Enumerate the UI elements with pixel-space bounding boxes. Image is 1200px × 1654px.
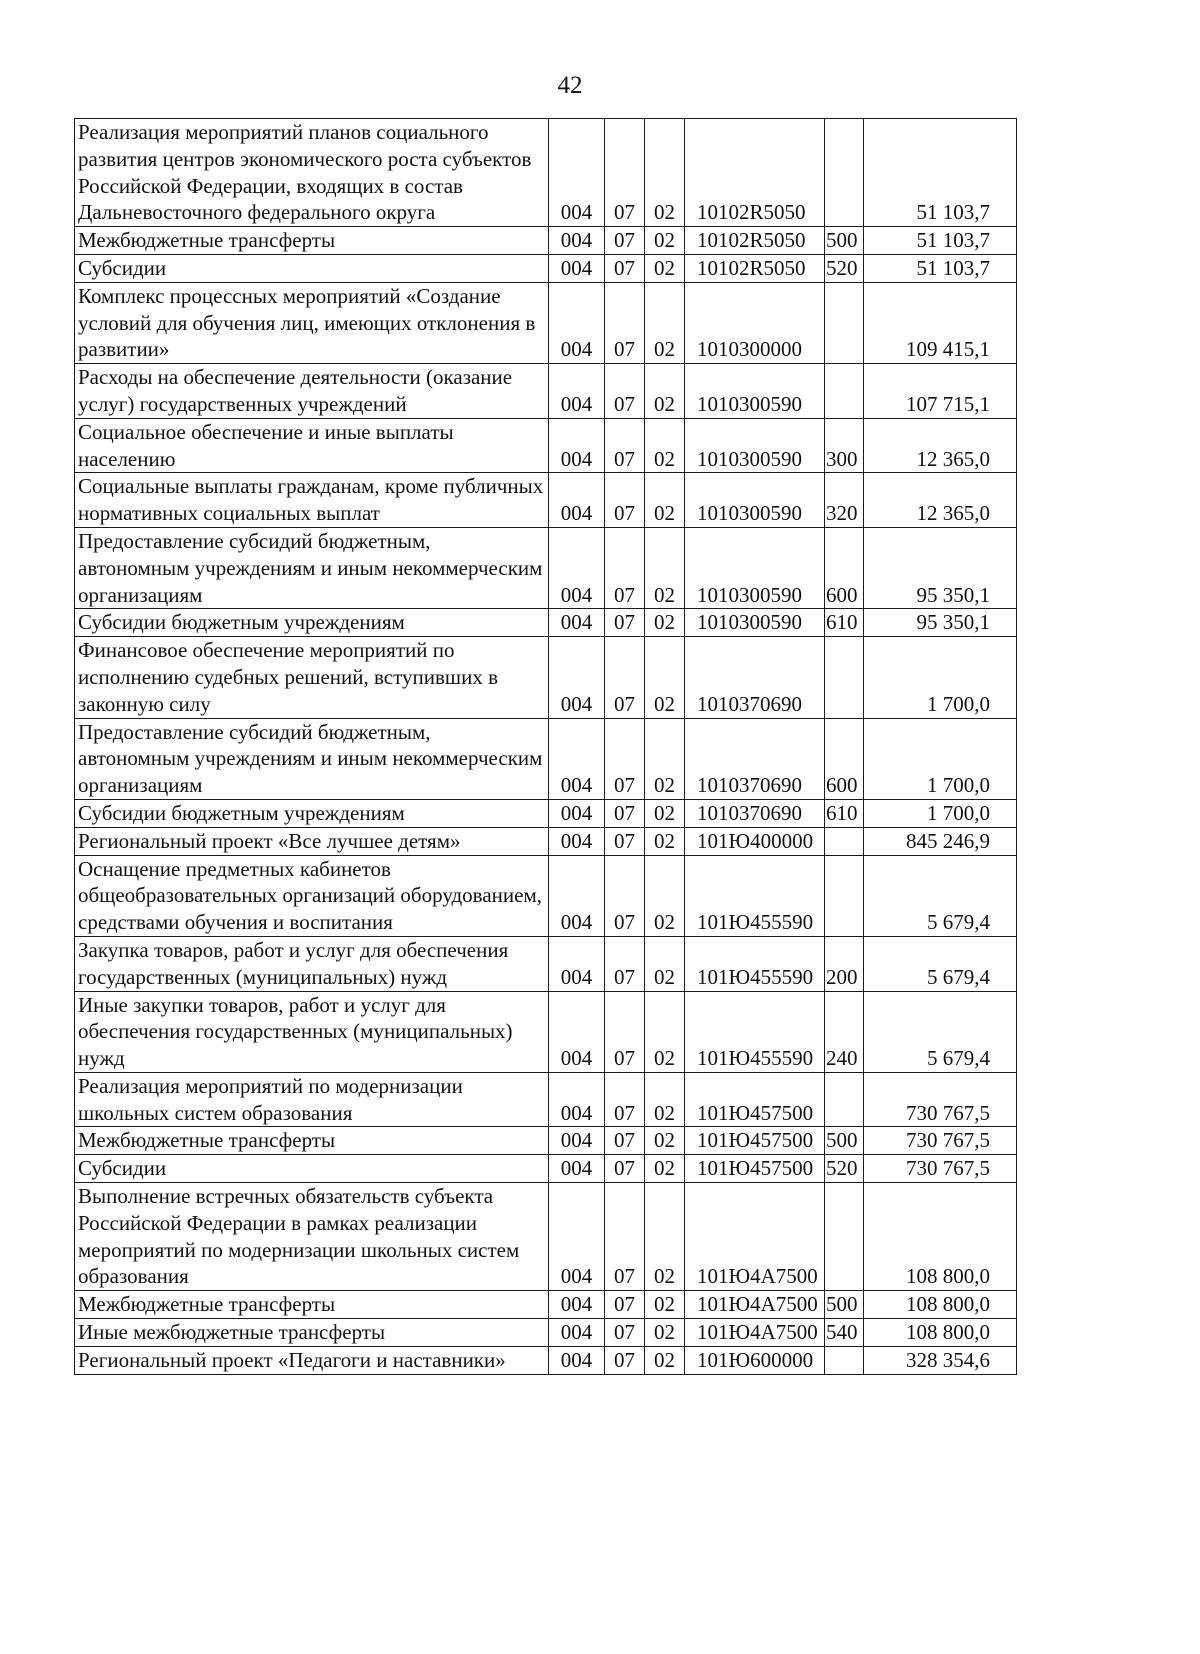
row-name: Межбюджетные трансферты: [75, 227, 549, 255]
table-row: [75, 1346, 1017, 1374]
expense-type: [825, 1346, 864, 1374]
subsection-code: 02: [645, 1072, 685, 1127]
section-code: 07: [605, 936, 645, 991]
subsection-code: 02: [645, 1346, 685, 1374]
table-row: [75, 799, 1017, 827]
table-body: [75, 119, 1017, 1375]
row-name: Выполнение встречных обязательств субъекта Российской Федерации в рамках реализации мероприятий по модернизации школьных систем образования: [75, 1183, 549, 1291]
table-row: [75, 1319, 1017, 1347]
subsection-code: 02: [645, 1319, 685, 1347]
expense-type: [825, 1183, 864, 1291]
table-row: [75, 364, 1017, 419]
table-row: [75, 119, 1017, 227]
amount: 107 715,1: [864, 364, 1017, 419]
target-article: 1010370690: [685, 637, 825, 718]
section-code: 07: [605, 827, 645, 855]
table-row: [75, 418, 1017, 473]
ministry-code: 004: [549, 254, 605, 282]
target-article: 1010300590: [685, 364, 825, 419]
subsection-code: 02: [645, 609, 685, 637]
expense-type: 520: [825, 1155, 864, 1183]
target-article: 101Ю400000: [685, 827, 825, 855]
target-article: 1010300000: [685, 282, 825, 363]
row-name: Социальное обеспечение и иные выплаты населению: [75, 418, 549, 473]
target-article: 1010300590: [685, 609, 825, 637]
section-code: 07: [605, 855, 645, 936]
subsection-code: 02: [645, 1155, 685, 1183]
ministry-code: 004: [549, 1319, 605, 1347]
amount: 108 800,0: [864, 1291, 1017, 1319]
table-row: [75, 1291, 1017, 1319]
ministry-code: 004: [549, 718, 605, 799]
row-name: Региональный проект «Все лучшее детям»: [75, 827, 549, 855]
target-article: 101Ю4А7500: [685, 1319, 825, 1347]
page-number: 42: [557, 72, 583, 99]
target-article: 101Ю4А7500: [685, 1291, 825, 1319]
expense-type: 610: [825, 609, 864, 637]
section-code: 07: [605, 799, 645, 827]
target-article: 101Ю457500: [685, 1072, 825, 1127]
table-row: [75, 1127, 1017, 1155]
amount: 5 679,4: [864, 855, 1017, 936]
amount: 51 103,7: [864, 254, 1017, 282]
amount: 95 350,1: [864, 609, 1017, 637]
section-code: 07: [605, 637, 645, 718]
subsection-code: 02: [645, 418, 685, 473]
amount: 1 700,0: [864, 799, 1017, 827]
target-article: 10102R5050: [685, 254, 825, 282]
ministry-code: 004: [549, 799, 605, 827]
row-name: Межбюджетные трансферты: [75, 1127, 549, 1155]
amount: 730 767,5: [864, 1072, 1017, 1127]
section-code: 07: [605, 119, 645, 227]
row-name: Реализация мероприятий по модернизации школьных систем образования: [75, 1072, 549, 1127]
ministry-code: 004: [549, 282, 605, 363]
target-article: 101Ю455590: [685, 855, 825, 936]
subsection-code: 02: [645, 637, 685, 718]
section-code: 07: [605, 718, 645, 799]
subsection-code: 02: [645, 799, 685, 827]
subsection-code: 02: [645, 527, 685, 608]
row-name: Субсидии: [75, 254, 549, 282]
expense-type: 540: [825, 1319, 864, 1347]
table-row: [75, 718, 1017, 799]
subsection-code: 02: [645, 855, 685, 936]
subsection-code: 02: [645, 718, 685, 799]
row-name: Социальные выплаты гражданам, кроме публичных нормативных социальных выплат: [75, 473, 549, 528]
row-name: Комплекс процессных мероприятий «Создание условий для обучения лиц, имеющих отклонения в развитии»: [75, 282, 549, 363]
table-row: [75, 637, 1017, 718]
expense-type: 600: [825, 527, 864, 608]
section-code: 07: [605, 418, 645, 473]
ministry-code: 004: [549, 119, 605, 227]
table-row: [75, 1183, 1017, 1291]
expense-type: 500: [825, 1127, 864, 1155]
ministry-code: 004: [549, 637, 605, 718]
expense-type: 200: [825, 936, 864, 991]
target-article: 10102R5050: [685, 227, 825, 255]
expense-type: 500: [825, 1291, 864, 1319]
ministry-code: 004: [549, 1291, 605, 1319]
subsection-code: 02: [645, 119, 685, 227]
expense-type: 520: [825, 254, 864, 282]
table-row: [75, 855, 1017, 936]
table-row: [75, 282, 1017, 363]
section-code: 07: [605, 1127, 645, 1155]
amount: 12 365,0: [864, 418, 1017, 473]
expense-type: [825, 1072, 864, 1127]
amount: 51 103,7: [864, 227, 1017, 255]
subsection-code: 02: [645, 827, 685, 855]
expense-type: [825, 827, 864, 855]
ministry-code: 004: [549, 418, 605, 473]
section-code: 07: [605, 609, 645, 637]
table-row: [75, 527, 1017, 608]
ministry-code: 004: [549, 827, 605, 855]
target-article: 101Ю455590: [685, 936, 825, 991]
target-article: 101Ю457500: [685, 1127, 825, 1155]
target-article: 101Ю4А7500: [685, 1183, 825, 1291]
subsection-code: 02: [645, 227, 685, 255]
subsection-code: 02: [645, 991, 685, 1072]
amount: 328 354,6: [864, 1346, 1017, 1374]
target-article: 1010370690: [685, 799, 825, 827]
amount: 12 365,0: [864, 473, 1017, 528]
ministry-code: 004: [549, 227, 605, 255]
section-code: 07: [605, 1291, 645, 1319]
target-article: 1010370690: [685, 718, 825, 799]
target-article: 1010300590: [685, 418, 825, 473]
target-article: 10102R5050: [685, 119, 825, 227]
section-code: 07: [605, 282, 645, 363]
row-name: Иные закупки товаров, работ и услуг для обеспечения государственных (муниципальных) нужд: [75, 991, 549, 1072]
amount: 730 767,5: [864, 1155, 1017, 1183]
subsection-code: 02: [645, 1291, 685, 1319]
ministry-code: 004: [549, 1155, 605, 1183]
row-name: Иные межбюджетные трансферты: [75, 1319, 549, 1347]
ministry-code: 004: [549, 936, 605, 991]
expense-type: 500: [825, 227, 864, 255]
section-code: 07: [605, 1183, 645, 1291]
ministry-code: 004: [549, 1127, 605, 1155]
subsection-code: 02: [645, 364, 685, 419]
target-article: 1010300590: [685, 527, 825, 608]
amount: 95 350,1: [864, 527, 1017, 608]
expense-type: [825, 119, 864, 227]
amount: 1 700,0: [864, 718, 1017, 799]
subsection-code: 02: [645, 936, 685, 991]
amount: 730 767,5: [864, 1127, 1017, 1155]
section-code: 07: [605, 991, 645, 1072]
table-row: [75, 473, 1017, 528]
ministry-code: 004: [549, 855, 605, 936]
amount: 5 679,4: [864, 991, 1017, 1072]
section-code: 07: [605, 527, 645, 608]
table-row: [75, 609, 1017, 637]
amount: 51 103,7: [864, 119, 1017, 227]
row-name: Субсидии бюджетным учреждениям: [75, 609, 549, 637]
row-name: Оснащение предметных кабинетов общеобразовательных организаций оборудованием, средствами обучения и воспитания: [75, 855, 549, 936]
section-code: 07: [605, 227, 645, 255]
amount: 845 246,9: [864, 827, 1017, 855]
ministry-code: 004: [549, 609, 605, 637]
table-row: [75, 1072, 1017, 1127]
section-code: 07: [605, 1155, 645, 1183]
expense-type: 240: [825, 991, 864, 1072]
expense-type: 610: [825, 799, 864, 827]
row-name: Предоставление субсидий бюджетным, автономным учреждениям и иным некоммерческим организациям: [75, 527, 549, 608]
ministry-code: 004: [549, 527, 605, 608]
row-name: Предоставление субсидий бюджетным, автономным учреждениям и иным некоммерческим организациям: [75, 718, 549, 799]
section-code: 07: [605, 364, 645, 419]
subsection-code: 02: [645, 473, 685, 528]
section-code: 07: [605, 1346, 645, 1374]
row-name: Субсидии бюджетным учреждениям: [75, 799, 549, 827]
expense-type: 600: [825, 718, 864, 799]
row-name: Финансовое обеспечение мероприятий по исполнению судебных решений, вступивших в законную силу: [75, 637, 549, 718]
ministry-code: 004: [549, 1072, 605, 1127]
ministry-code: 004: [549, 364, 605, 419]
ministry-code: 004: [549, 991, 605, 1072]
row-name: Региональный проект «Педагоги и наставники»: [75, 1346, 549, 1374]
budget-table: [74, 118, 1017, 1375]
subsection-code: 02: [645, 1183, 685, 1291]
expense-type: [825, 637, 864, 718]
expense-type: 320: [825, 473, 864, 528]
expense-type: [825, 855, 864, 936]
subsection-code: 02: [645, 1127, 685, 1155]
expense-type: [825, 364, 864, 419]
amount: 108 800,0: [864, 1183, 1017, 1291]
table-row: [75, 936, 1017, 991]
table-row: [75, 827, 1017, 855]
table-row: [75, 991, 1017, 1072]
ministry-code: 004: [549, 1346, 605, 1374]
row-name: Субсидии: [75, 1155, 549, 1183]
amount: 1 700,0: [864, 637, 1017, 718]
row-name: Закупка товаров, работ и услуг для обеспечения государственных (муниципальных) нужд: [75, 936, 549, 991]
section-code: 07: [605, 473, 645, 528]
ministry-code: 004: [549, 473, 605, 528]
target-article: 101Ю455590: [685, 991, 825, 1072]
row-name: Межбюджетные трансферты: [75, 1291, 549, 1319]
expense-type: [825, 282, 864, 363]
section-code: 07: [605, 254, 645, 282]
row-name: Реализация мероприятий планов социального развития центров экономического роста субъектов Российской Федерации, входящих в состав Дальневосточного федерального округа: [75, 119, 549, 227]
ministry-code: 004: [549, 1183, 605, 1291]
target-article: 101Ю457500: [685, 1155, 825, 1183]
expense-type: 300: [825, 418, 864, 473]
amount: 109 415,1: [864, 282, 1017, 363]
target-article: 1010300590: [685, 473, 825, 528]
subsection-code: 02: [645, 254, 685, 282]
amount: 108 800,0: [864, 1319, 1017, 1347]
table-row: [75, 227, 1017, 255]
table-row: [75, 254, 1017, 282]
row-name: Расходы на обеспечение деятельности (оказание услуг) государственных учреждений: [75, 364, 549, 419]
section-code: 07: [605, 1072, 645, 1127]
amount: 5 679,4: [864, 936, 1017, 991]
table-row: [75, 1155, 1017, 1183]
section-code: 07: [605, 1319, 645, 1347]
target-article: 101Ю600000: [685, 1346, 825, 1374]
subsection-code: 02: [645, 282, 685, 363]
